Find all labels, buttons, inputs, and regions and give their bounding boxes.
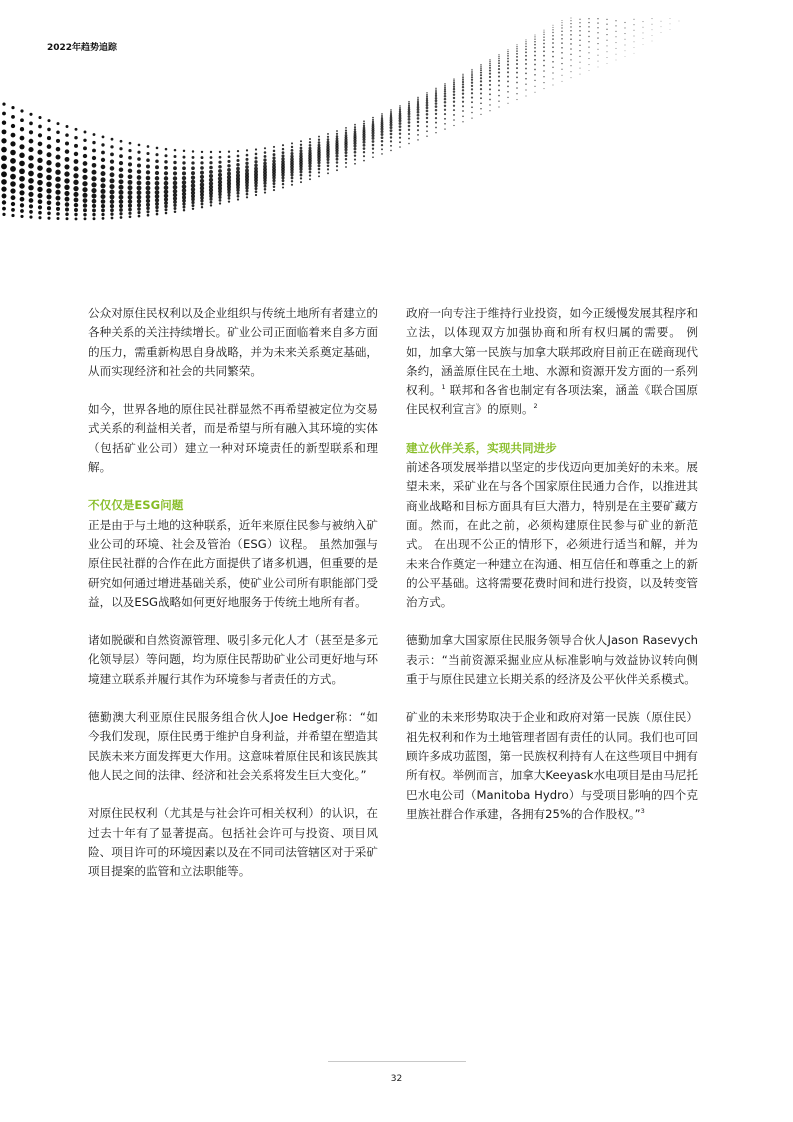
paragraph: 对原住民权利（尤其是与社会许可相关权利）的认识，在过去十年有了显著提高。包括社会许可与投资、项目风险、项目许可的环境因素以及在不同司法管辖区对于采矿项目提案的监管和立法职能等。 xyxy=(88,806,378,879)
dotted-wave-graphic xyxy=(0,0,793,250)
paragraph: 诸如脱碳和自然资源管理、吸引多元化人才（甚至是多元化领导层）等问题，均为原住民帮助矿业公司更好地与环境建立联系并履行其作为环境参与者责任的方式。 xyxy=(88,633,378,686)
page-number: 32 xyxy=(390,1074,403,1084)
paragraph: 前述各项发展举措以坚定的步伐迈向更加美好的未来。展望未来，采矿业在与各个国家原住民通力合作，以推进其商业战略和目标方面具有巨大潜力，特别是在主要矿藏方面。然而，在此之前，必须构建原住民参与矿业的新范式。 在出现不公正的情形下，必须进行适当和解，并为未来合作奠定一种建立在沟通、相互信任和尊重之上的新的公平基础。这将需要花费时间和进行投资，以及转变管治方式。 xyxy=(406,460,698,610)
left-column xyxy=(88,304,378,900)
section-heading-esg: 不仅仅是ESG问题 xyxy=(88,498,184,513)
paragraph: 政府一向专注于维持行业投资，如今正缓慢发展其程序和立法，以体现双方加强协商和所有权归属的需要。 例如，加拿大第一民族与加拿大联邦政府目前正在磋商现代条约，涵盖原住民在土地、水源和资源开发方面的一系列权利。$^1$ 联邦和各省也制定有各项法案，涵盖《联合国原住民权利宣言》的原则。$^2$ xyxy=(406,306,698,417)
footnote-ref: 3 xyxy=(640,806,645,815)
quote-paragraph: 德勤加拿大国家原住民服务领导合伙人Jason Rasevych表示：“当前资源采掘业应从标准影响与效益协议转向侧重于与原住民建立长期关系的经济及公平伙伴关系模式。 xyxy=(406,633,698,687)
section-heading-partnership: 建立伙伴关系，实现共同进步 xyxy=(406,440,557,455)
paragraph: 正是由于与土地的这种联系，近年来原住民参与被纳入矿业公司的环境、社会及管治（ESG）议程。 虽然加强与原住民社群的合作在此方面提供了诸多机遇，但重要的是研究如何通过增进基础关系，使矿业公司所有职能部门受益，以及ESG战略如何更好地服务于传统土地所有者。 xyxy=(88,517,378,609)
footnote-ref: 1 xyxy=(441,383,446,392)
footnote-ref: 2 xyxy=(533,402,538,411)
paragraph: 如今，世界各地的原住民社群显然不再希望被定位为交易式关系的利益相关者，而是希望与所有融入其环境的实体（包括矿业公司）建立一种对环境责任的新型联系和理解。 xyxy=(88,402,378,475)
paragraph: 公众对原住民权利以及企业组织与传统土地所有者建立的各种关系的关注持续增长。矿业公司正面临着来自多方面的压力，需重新构思自身战略，并为未来关系奠定基础，从而实现经济和社会的共同繁荣。 xyxy=(88,306,378,378)
running-header: 2022年趋势追踪 xyxy=(47,43,118,53)
right-column xyxy=(406,304,698,843)
quote-paragraph: 德勤澳大利亚原住民服务组合伙人Joe Hedger称：“如今我们发现，原住民勇于维护自身利益，并希望在塑造其民族未来方面发挥更大作用。这意味着原住民和该民族其他人民之间的法律、经济和社会关系将发生巨大变化。” xyxy=(88,710,378,782)
footer-divider xyxy=(328,1061,466,1062)
paragraph: 矿业的未来形势取决于企业和政府对第一民族（原住民）祖先权利和作为土地管理者固有责任的认同。我们也可回顾许多成功蓝图，第一民族权利持有人在这些项目中拥有所有权。举例而言，加拿大Keeyask水电项目是由马尼托巴水电公司（Manitoba Hydro）与受项目影响的四个克里族社群合作承建，各拥有25%的合作股权。”$^3$ xyxy=(406,710,698,821)
